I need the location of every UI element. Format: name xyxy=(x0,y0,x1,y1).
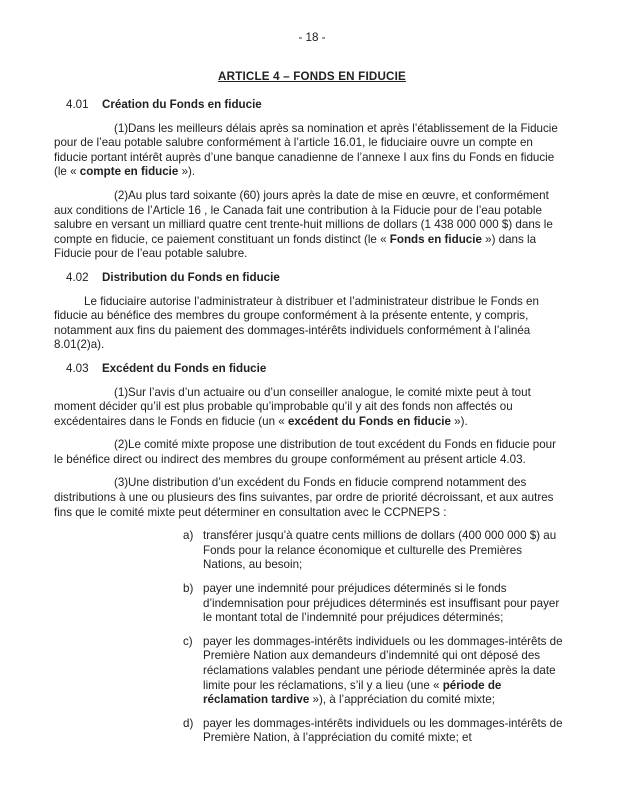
text-run: »), à l’appréciation du comité mixte; xyxy=(309,693,495,707)
section-title: Distribution du Fonds en fiducie xyxy=(102,270,280,284)
text-run: »). xyxy=(178,165,196,179)
section-number: 4.03 xyxy=(66,361,89,375)
text-run-bold: Fonds en fiducie xyxy=(389,232,482,246)
text-run: ») dans la Fiducie pour de l’eau potable salubre. xyxy=(54,232,537,261)
list-marker: b) xyxy=(183,582,194,596)
text-run: payer les dommages-intérêts individuels ou les dommages-intérêts de Première Nation aux demandeurs d’indemnité qui ont déposé des réclamations valables pendant une période déterminée après la date limite pour les réclamations, s’il y a lieu (une « xyxy=(203,634,563,692)
paragraph xyxy=(54,438,564,467)
paragraph-marker: (2) xyxy=(114,188,129,202)
section-number: 4.01 xyxy=(66,98,89,111)
text-run: Au plus tard soixante (60) jours après la date de mise en œuvre, et conformément aux conditions de l’Article 16 , le Canada fait une contribution à la Fiducie pour de l’eau potable salubre en versant un milliard quatre cent trente-huit millions de dollars (1 438 000 000 $) dans le compte en fiducie, ce paiement constituant un fonds distinct (le « xyxy=(54,188,553,246)
section-heading xyxy=(54,362,564,377)
list-marker: a) xyxy=(183,529,194,543)
list-item xyxy=(183,635,564,708)
text-run: transférer jusqu’à quatre cents millions de dollars (400 000 000 $) au Fonds pour la relance économique et culturelle des Premières Nations, au besoin; xyxy=(203,529,557,572)
text-run: Sur l’avis d’un actuaire ou d’un conseiller analogue, le comité mixte peut à tout moment décider qu’il est plus probable qu’improbable qu’il y ait des fonds non affectés ou excédentaires dans le Fonds en fiducie (un « xyxy=(54,385,531,428)
list-marker: d) xyxy=(183,716,194,730)
paragraph-marker: (1) xyxy=(114,121,129,135)
list-item xyxy=(183,582,564,626)
paragraph-marker: (1) xyxy=(114,385,129,399)
text-run: payer une indemnité pour préjudices déterminés si le fonds d’indemnisation pour préjudices déterminés est insuffisant pour payer le montant total de l’indemnité pour préjudices déterminés; xyxy=(203,582,560,625)
list-marker: c) xyxy=(183,634,193,648)
section-title: Excédent du Fonds en fiducie xyxy=(102,361,267,375)
text-run: Le comité mixte propose une distribution de tout excédent du Fonds en fiducie pour le bénéfice direct ou indirect des membres du groupe conformément au présent article 4.03. xyxy=(54,438,556,466)
text-run: »). xyxy=(450,414,468,428)
section-heading xyxy=(54,271,564,286)
section-number: 4.02 xyxy=(66,270,89,284)
paragraph xyxy=(54,122,564,180)
text-run: payer les dommages-intérêts individuels ou les dommages-intérêts de Première Nation, à l’appréciation du comité mixte; et xyxy=(203,716,563,745)
section-title: Création du Fonds en fiducie xyxy=(102,98,262,111)
text-run-bold: compte en fiducie xyxy=(79,165,179,179)
text-run: Dans les meilleurs délais après sa nomination et après l’établissement de la Fiducie pour de l’eau potable salubre conformément à l’article 16.01, le fiduciaire ouvre un compte en fiducie portant intérêt auprès d’une banque canadienne de l’annexe I aux fins du Fonds en fiducie (le « xyxy=(54,121,558,179)
paragraph xyxy=(54,476,564,520)
section-heading xyxy=(54,98,564,113)
article-title: ARTICLE 4 – FONDS EN FIDUCIE xyxy=(218,70,406,83)
paragraph-marker: (2) xyxy=(114,438,129,452)
text-run-bold: excédent du Fonds en fiducie xyxy=(287,414,451,428)
text-run: Une distribution d’un excédent du Fonds en fiducie comprend notamment des distributions à une ou plusieurs des fins suivantes, par ordre de priorité décroissant, et aux autres fins que le comité mixte peut déterminer en consultation avec le CCPNEPS : xyxy=(54,476,554,519)
page-number: - 18 - xyxy=(298,31,326,44)
paragraph xyxy=(54,295,564,353)
paragraph xyxy=(54,386,564,430)
paragraph-marker: (3) xyxy=(114,476,129,490)
text-run-bold: période de réclamation tardive xyxy=(203,678,502,707)
text-run: Le fiduciaire autorise l’administrateur à distribuer et l’administrateur distribue le Fonds en fiducie au bénéfice des membres du groupe conformément à la présente entente, y compris, notamment aux fins du paiement des dommages-intérêts individuels conformément à l’alinéa 8.01(2)a). xyxy=(54,294,539,352)
list-item xyxy=(183,529,564,573)
paragraph xyxy=(54,189,564,262)
list-item xyxy=(183,717,564,746)
document-body xyxy=(54,98,564,755)
